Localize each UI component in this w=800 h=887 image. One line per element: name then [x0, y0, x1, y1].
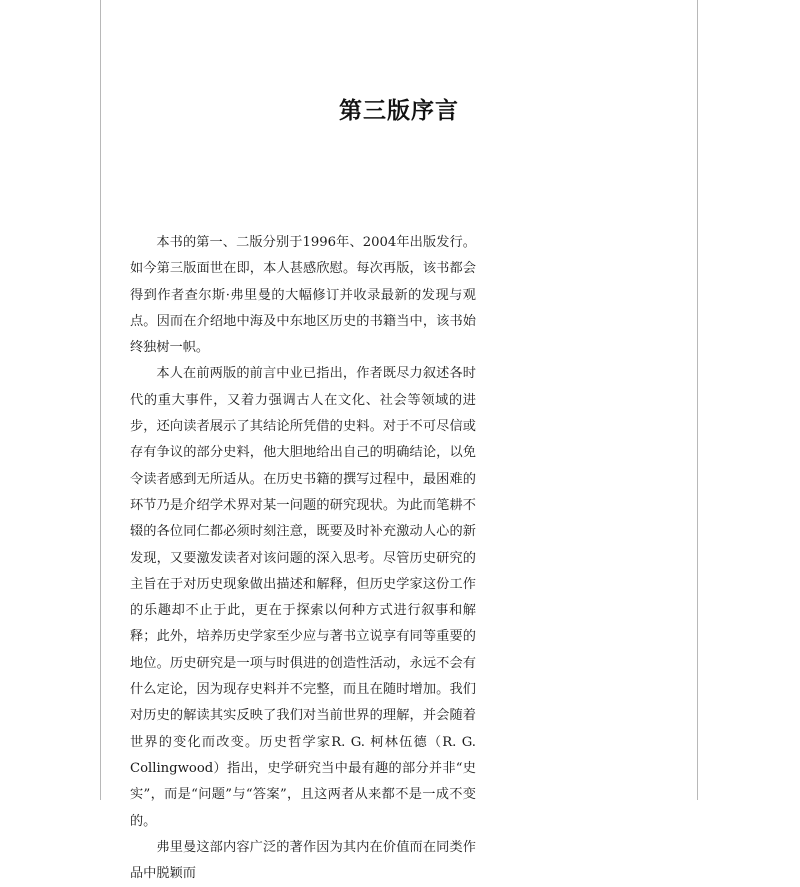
paragraph-3: 弗里曼这部内容广泛的著作因为其内在价值而在同类作品中脱颖而 [130, 839, 476, 882]
page-title: 第三版序言 [339, 97, 459, 124]
paragraph-2: 本人在前两版的前言中业已指出，作者既尽力叙述各时代的重大事件，又着力强调古人在文化、社会等领域的进步，还向读者展示了其结论所凭借的史料。对于不可尽信或存有争议的部分史料，他大胆地给出自己的明确结论，以免令读者感到无所适从。在历史书籍的撰写过程中，最困难的环节乃是介绍学术界对某一问题的研究现状。为此而笔耕不辍的各位同仁都必须时刻注意，既要及时补充激动人心的新发现，又要激发读者对该问题的深入思考。尽管历史研究的主旨在于对历史现象做出描述和解释，但历史学家这份工作的乐趣却不止于此，更在于探索以何种方式进行叙事和解释；此外，培养历史学家至少应与著书立说享有同等重要的地位。历史研究是一项与时俱进的创造性活动，永远不会有什么定论，因为现存史料并不完整，而且在随时增加。我们对历史的解读其实反映了我们对当前世界的理解，并会随着世界的变化而改变。历史哲学家R. G. 柯林伍德（R. G. Collingwood）指出，史学研究当中最有趣的部分并非“史实”，而是“问题”与“答案”，且这两者从来都不是一成不变的。 [130, 366, 476, 829]
paragraph-1: 本书的第一、二版分别于1996年、2004年出版发行。如今第三版面世在即，本人甚感欣慰。每次再版，该书都会得到作者查尔斯·弗里曼的大幅修订并收录最新的发现与观点。因而在介绍地中海及中东地区历史的书籍当中，该书始终独树一帜。 [130, 235, 476, 356]
body-text [130, 230, 476, 887]
